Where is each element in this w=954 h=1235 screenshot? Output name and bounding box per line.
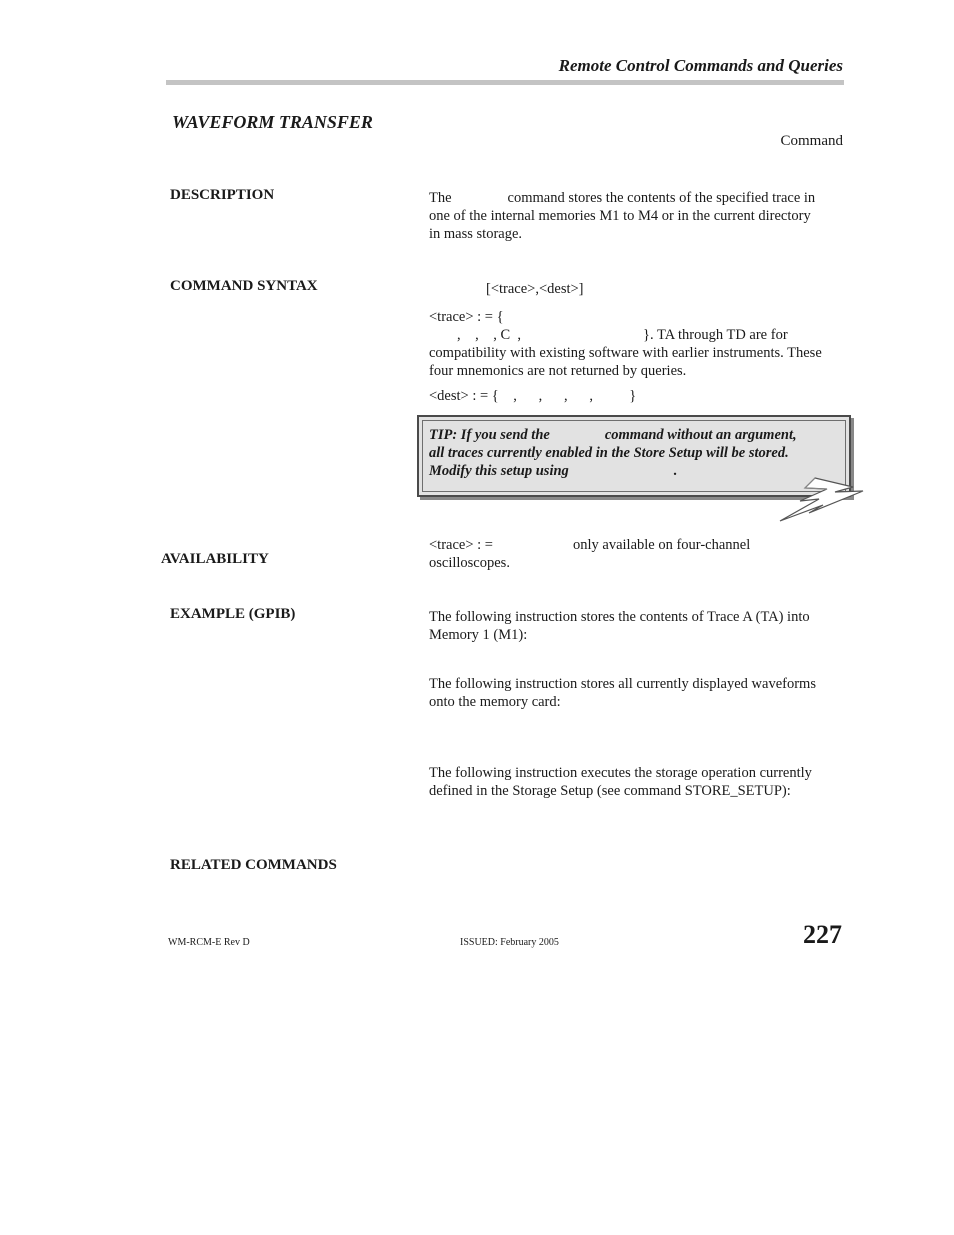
- compat-line1: compatibility with existing software with earlier instruments. These: [429, 345, 822, 361]
- description-line1b: command stores the contents of the specified trace in: [507, 190, 816, 206]
- tip-text: [429, 426, 839, 480]
- trace-def-close: }. TA through TD are for: [643, 327, 788, 343]
- example-paragraph-2: [429, 675, 849, 711]
- related-commands-label: RELATED COMMANDS: [170, 857, 337, 873]
- example-label: EXAMPLE (GPIB): [170, 606, 296, 622]
- command-type: Command: [780, 133, 843, 149]
- availability-line1b: only available on four-channel: [572, 537, 751, 553]
- availability-label: AVAILABILITY: [161, 551, 269, 567]
- example-p3-line2: defined in the Storage Setup (see command STORE_SETUP):: [429, 783, 791, 799]
- tip-line3b: .: [673, 463, 678, 479]
- example-p2-line2: onto the memory card:: [429, 694, 561, 710]
- example-p1-line2: Memory 1 (M1):: [429, 627, 528, 643]
- trace-def-open: <trace> : = {: [429, 309, 504, 325]
- example-paragraph-1: [429, 608, 849, 644]
- tip-line2: all traces currently enabled in the Store Setup will be stored.: [429, 445, 789, 461]
- availability-line1a: <trace> : =: [429, 537, 493, 553]
- trace-definition: [429, 308, 849, 380]
- description-label: DESCRIPTION: [170, 187, 275, 203]
- command-syntax-label: COMMAND SYNTAX: [170, 278, 318, 294]
- page-header-title: Remote Control Commands and Queries: [558, 56, 843, 75]
- example-p3-line1: The following instruction executes the storage operation currently: [429, 765, 812, 781]
- page-number: 227: [803, 920, 842, 949]
- description-line1a: The: [429, 190, 452, 206]
- trace-list: , , , C ,: [457, 327, 522, 343]
- footer-issued: ISSUED: February 2005: [460, 937, 559, 948]
- availability-line2: oscilloscopes.: [429, 555, 510, 571]
- tip-line1a: TIP: If you send the: [429, 427, 550, 443]
- description-line2: one of the internal memories M1 to M4 or in the current directory: [429, 208, 811, 224]
- availability-text: [429, 536, 849, 572]
- syntax-args: [<trace>,<dest>]: [486, 281, 584, 297]
- dest-definition: <dest> : = { , , , , }: [429, 388, 637, 404]
- description-text: [429, 189, 849, 243]
- tip-line1b: command without an argument,: [604, 427, 797, 443]
- section-title: WAVEFORM TRANSFER: [172, 112, 373, 132]
- tip-line3a: Modify this setup using: [429, 463, 569, 479]
- compat-line2: four mnemonics are not returned by queries.: [429, 363, 687, 379]
- example-p1-line1: The following instruction stores the contents of Trace A (TA) into: [429, 609, 810, 625]
- description-line3: in mass storage.: [429, 226, 523, 242]
- example-p2-line1: The following instruction stores all currently displayed waveforms: [429, 676, 816, 692]
- footer-doc-id: WM-RCM-E Rev D: [168, 937, 250, 948]
- example-paragraph-3: [429, 764, 849, 800]
- header-rule: [166, 80, 844, 85]
- lightning-bolt-icon: [775, 475, 865, 525]
